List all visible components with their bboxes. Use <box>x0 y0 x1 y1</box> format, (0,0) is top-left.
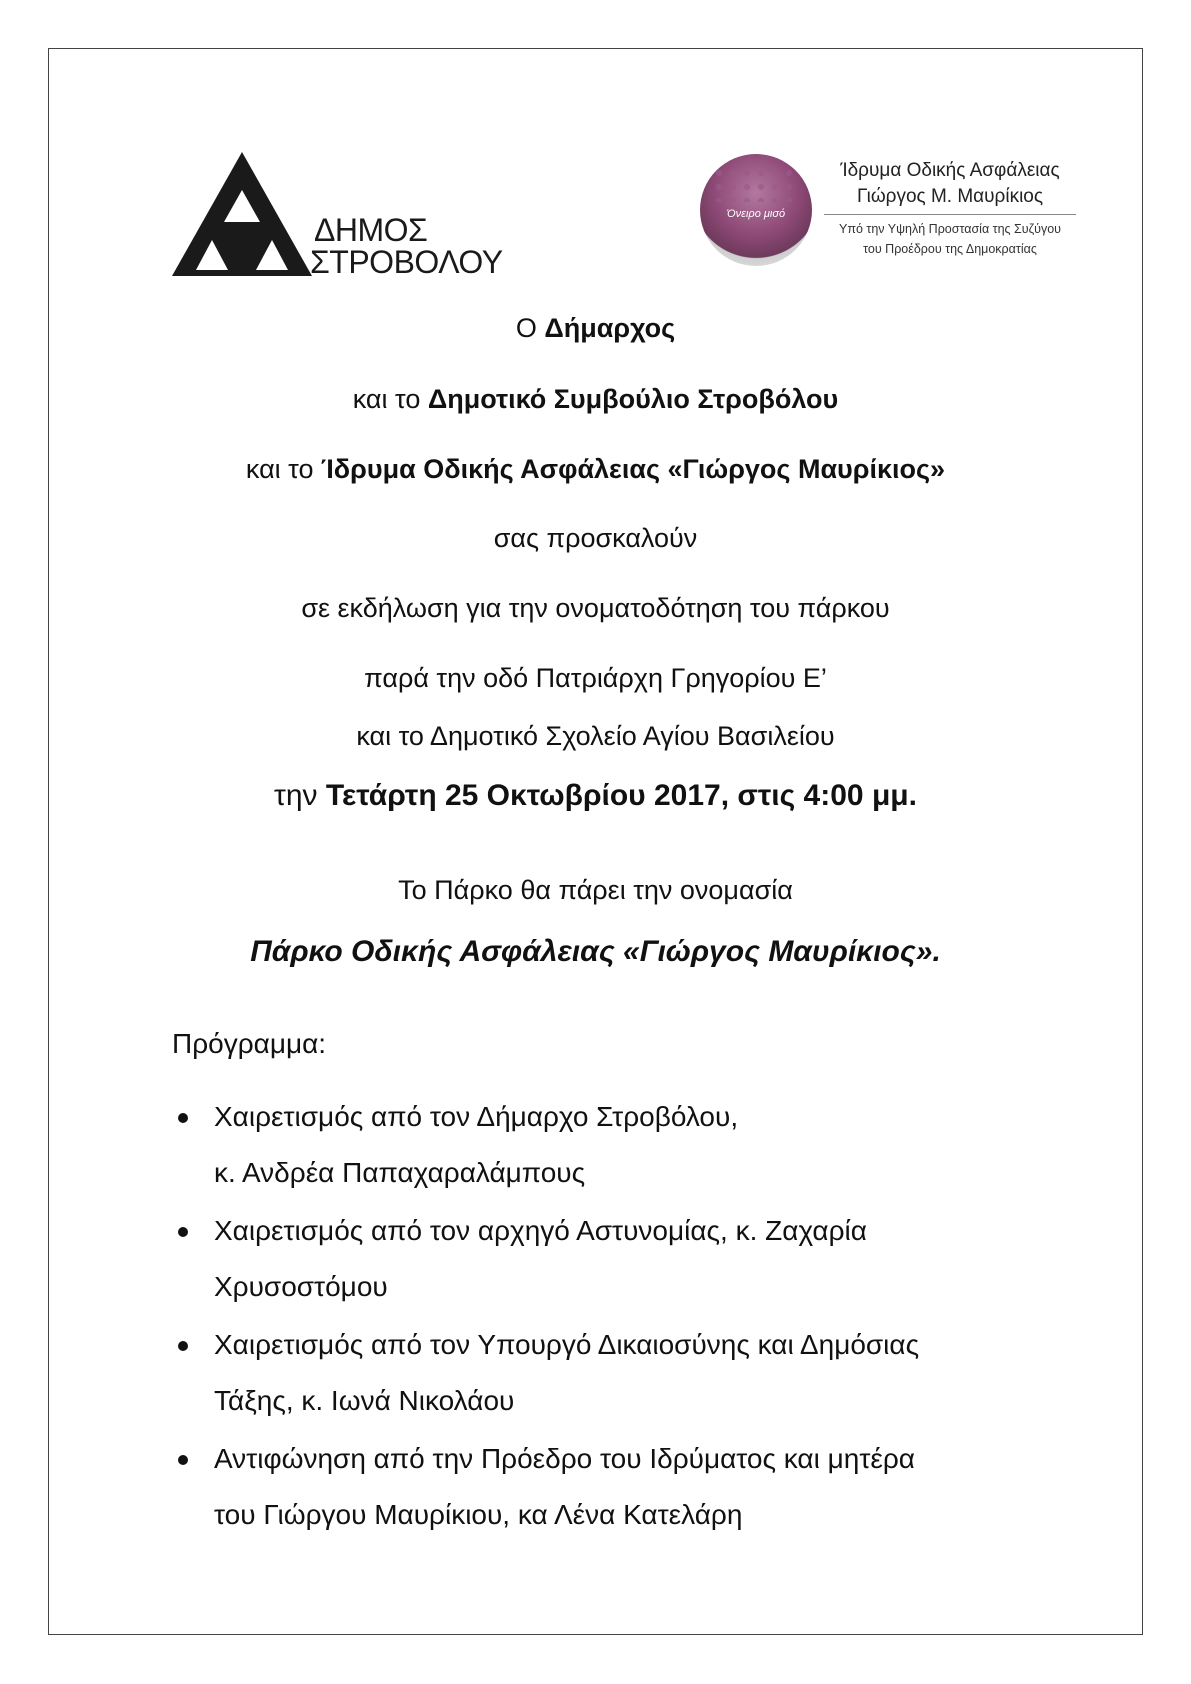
bullet-icon <box>178 1227 188 1237</box>
foundation-divider <box>824 214 1076 215</box>
text: Ο <box>515 313 545 343</box>
mayor-text: Δήμαρχος <box>544 313 676 343</box>
foundation-title-line2: Γιώργος Μ. Μαυρίκιος <box>856 186 1044 207</box>
program-item-4-line1: Αντιφώνηση από την Πρόεδρο του Ιδρύματος και μητέρα <box>214 1443 915 1474</box>
invitation-line-mayor <box>48 312 1143 344</box>
text: και το <box>245 454 321 484</box>
bullet-icon <box>178 1113 188 1123</box>
invitation-line-invite: σας προσκαλούν <box>493 523 698 553</box>
program-item-4-line2: του Γιώργου Μαυρίκιου, κα Λένα Κατελάρη <box>214 1499 743 1530</box>
program-title: Πρόγραμμα: <box>172 1028 327 1059</box>
seal-text: Όνειρο μισό <box>726 208 786 220</box>
invitation-line-naming: Το Πάρκο θα πάρει την ονομασία <box>398 875 793 905</box>
invitation-line-foundation <box>48 453 1143 485</box>
invitation-line-event: σε εκδήλωση για την ονοματοδότηση του πάρκου <box>301 593 890 623</box>
council-text: Δημοτικό Συμβούλιο Στροβόλου <box>427 384 839 414</box>
program-item-2-line1: Χαιρετισμός από τον αρχηγό Αστυνομίας, κ. Ζαχαρία <box>214 1215 867 1246</box>
foundation-subtitle-line2: του Προέδρου της Δημοκρατίας <box>863 242 1037 256</box>
text: και το <box>352 384 428 414</box>
bullet-icon <box>178 1341 188 1351</box>
invitation-line-street: παρά την οδό Πατριάρχη Γρηγορίου Ε’ <box>364 663 827 693</box>
foundation-logo <box>700 150 1080 300</box>
municipality-name-line1: ΔΗΜΟΣ <box>314 212 428 248</box>
invitation-line-school: και το Δημοτικό Σχολείο Αγίου Βασιλείου <box>356 721 835 751</box>
triangle-emblem-icon <box>172 152 312 278</box>
date-text: Τετάρτη 25 Οκτωβρίου 2017, στις 4:00 μμ. <box>325 779 917 812</box>
invitation-line-council <box>48 383 1143 415</box>
program-item-1-line1: Χαιρετισμός από τον Δήμαρχο Στροβόλου, <box>214 1101 739 1132</box>
seal-pattern <box>712 166 800 202</box>
bullet-icon <box>178 1455 188 1465</box>
park-name: Πάρκο Οδικής Ασφάλειας «Γιώργος Μαυρίκιος». <box>250 935 941 968</box>
municipality-logo <box>172 152 512 282</box>
foundation-subtitle-line1: Υπό την Υψηλή Προστασία της Συζύγου <box>839 222 1061 236</box>
foundation-title-line1: Ίδρυμα Οδικής Ασφάλειας <box>840 160 1060 181</box>
program-item-2-line2: Χρυσοστόμου <box>214 1271 388 1302</box>
program-item-3-line1: Χαιρετισμός από τον Υπουργό Δικαιοσύνης και Δημόσιας <box>214 1329 920 1360</box>
program-item-1-line2: κ. Ανδρέα Παπαχαραλάμπους <box>214 1157 586 1188</box>
municipality-name-line2: ΣΤΡΟΒΟΛΟΥ <box>310 244 503 280</box>
program-item-3-line2: Τάξης, κ. Ιωνά Νικολάου <box>214 1385 515 1416</box>
text: την <box>274 779 326 812</box>
foundation-text: Ίδρυμα Οδικής Ασφάλειας «Γιώργος Μαυρίκιος» <box>321 454 946 484</box>
foundation-seal-icon <box>700 154 812 266</box>
invitation-line-date <box>48 778 1143 814</box>
